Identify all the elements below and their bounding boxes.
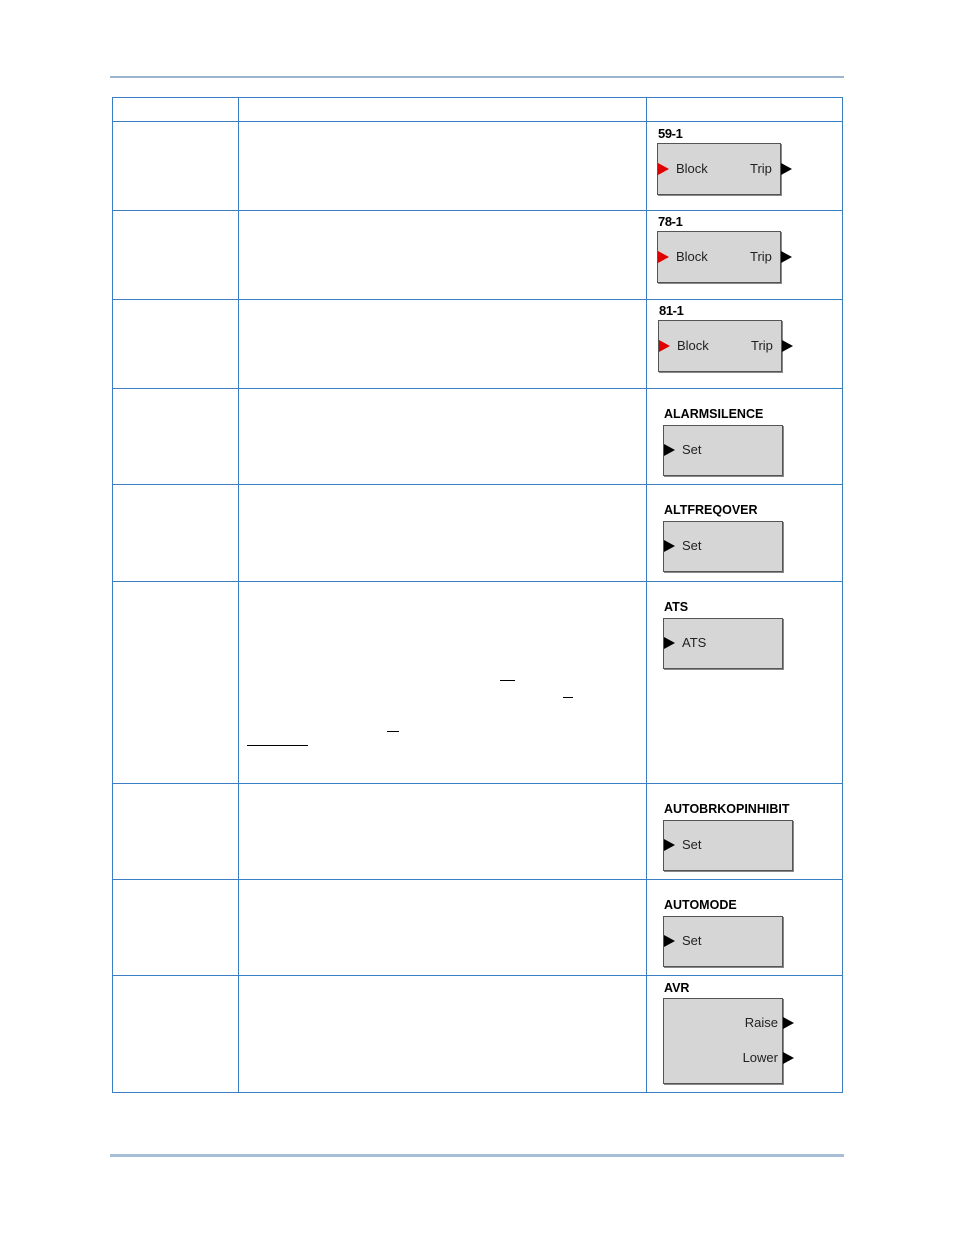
block-title: ALTFREQOVER xyxy=(664,503,758,517)
table-row xyxy=(113,784,843,880)
input-label: Set xyxy=(682,538,702,553)
logic-block-alarmsilence xyxy=(663,425,783,476)
table-row xyxy=(113,389,843,485)
symbol-cell xyxy=(647,976,843,1093)
description-cell xyxy=(239,582,647,784)
table-row xyxy=(113,485,843,582)
logic-block-autobrkopinhibit xyxy=(663,820,793,871)
symbol-cell xyxy=(647,880,843,976)
table-row xyxy=(113,211,843,300)
logic-block-avr xyxy=(663,998,783,1084)
logic-block-78-1 xyxy=(657,231,781,283)
symbol-cell xyxy=(647,300,843,389)
header-rule xyxy=(110,76,844,78)
input-label: ATS xyxy=(682,635,707,650)
output-label: Trip xyxy=(751,338,773,353)
block-title: ATS xyxy=(664,600,689,614)
symbol-cell xyxy=(647,122,843,211)
table-row xyxy=(113,880,843,976)
block-title: 78-1 xyxy=(658,214,683,229)
block-title: AVR xyxy=(664,981,690,995)
output-label-raise: Raise xyxy=(744,1015,778,1030)
output-port-icon xyxy=(781,251,792,263)
table-row xyxy=(113,976,843,1093)
header-cell-symbol xyxy=(647,98,843,122)
input-port-icon xyxy=(664,444,675,456)
input-label: Set xyxy=(682,442,702,457)
block-title: AUTOBRKOPINHIBIT xyxy=(664,802,790,816)
output-label-lower: Lower xyxy=(742,1050,778,1065)
output-port-icon xyxy=(781,163,792,175)
output-port-icon xyxy=(783,1017,794,1029)
input-label: Set xyxy=(682,837,702,852)
underline-mark xyxy=(247,745,308,746)
input-label: Block xyxy=(676,161,708,176)
logic-block-automode xyxy=(663,916,783,967)
input-port-icon xyxy=(659,340,670,352)
input-label: Block xyxy=(677,338,709,353)
table-row xyxy=(113,300,843,389)
block-title: ALARMSILENCE xyxy=(664,407,764,421)
output-label: Trip xyxy=(750,161,772,176)
symbol-cell xyxy=(647,582,843,784)
logic-block-altfreqover xyxy=(663,521,783,572)
logic-block-59-1 xyxy=(657,143,781,195)
input-port-icon xyxy=(664,637,675,649)
logic-element-table xyxy=(112,97,843,1093)
symbol-cell xyxy=(647,485,843,582)
table-row xyxy=(113,582,843,784)
input-port-icon xyxy=(664,540,675,552)
symbol-cell xyxy=(647,784,843,880)
overline-mark xyxy=(500,680,515,681)
symbol-cell xyxy=(647,389,843,485)
input-port-icon xyxy=(664,839,675,851)
table-header-row xyxy=(113,98,843,122)
input-port-icon xyxy=(664,935,675,947)
block-title: 81-1 xyxy=(659,303,684,318)
symbol-cell xyxy=(647,211,843,300)
input-port-icon xyxy=(658,163,669,175)
overline-mark xyxy=(387,731,399,732)
input-label: Set xyxy=(682,933,702,948)
footer-rule xyxy=(110,1154,844,1157)
header-cell-description xyxy=(239,98,647,122)
output-label: Trip xyxy=(750,249,772,264)
overline-mark xyxy=(563,697,573,698)
output-port-icon xyxy=(783,1052,794,1064)
output-port-icon xyxy=(782,340,793,352)
table-row xyxy=(113,122,843,211)
block-title: AUTOMODE xyxy=(664,898,737,912)
logic-block-81-1 xyxy=(658,320,782,372)
block-title: 59-1 xyxy=(658,126,683,141)
input-port-icon xyxy=(658,251,669,263)
logic-block-ats xyxy=(663,618,783,669)
input-label: Block xyxy=(676,249,708,264)
header-cell-name xyxy=(113,98,239,122)
